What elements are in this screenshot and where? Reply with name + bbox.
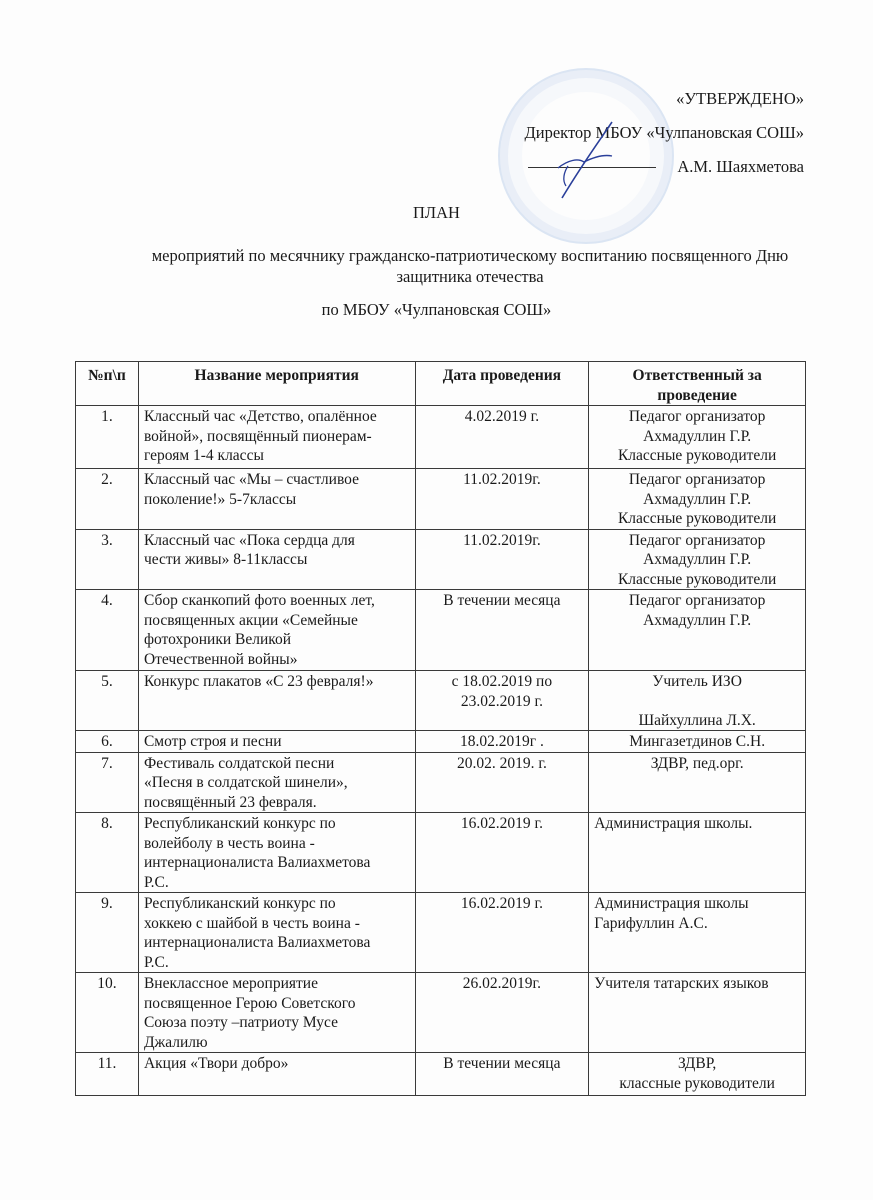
row-name-line: Отечественной войны»: [143, 650, 298, 668]
row-name-line: Классный час «Детство, опалённое: [143, 408, 377, 425]
row-num: 2.: [76, 469, 139, 530]
approval-position: Директор МБОУ «Чулпановская СОШ»: [524, 123, 804, 142]
row-name: [138, 973, 415, 1053]
row-name-line: героям 1-4 классы: [143, 447, 264, 464]
row-responsible-line: Учитель ИЗО: [652, 673, 742, 690]
row-date: 16.02.2019 г.: [415, 893, 589, 973]
row-responsible: [589, 973, 806, 1053]
row-name-line: Республиканский конкурс по: [143, 815, 336, 832]
row-responsible: [589, 529, 806, 590]
table-row: [76, 893, 806, 973]
row-date: 16.02.2019 г.: [415, 813, 589, 893]
row-name: [138, 590, 415, 671]
row-responsible: [589, 406, 806, 469]
approval-signatory: А.М. Шаяхметова: [677, 157, 804, 176]
row-responsible-line: ЗДВР, пед.орг.: [650, 754, 744, 772]
document-subtitle: [80, 245, 860, 287]
header-date: Дата проведения: [415, 362, 589, 406]
row-responsible-line: Педагог организатор: [628, 408, 766, 425]
table-row: [76, 406, 806, 469]
row-name-line: интернационалиста Валиахметова: [143, 934, 371, 951]
document-organization: по МБОУ «Чулпановская СОШ»: [321, 300, 552, 319]
row-responsible-line: Классные руководители: [617, 570, 777, 588]
row-name-line: Республиканский конкурс по: [143, 895, 336, 912]
row-date: 4.02.2019 г.: [415, 406, 589, 469]
signature-icon: [540, 120, 630, 200]
row-responsible-line: Ахмадуллин Г.Р.: [643, 490, 752, 508]
row-num: 8.: [76, 813, 139, 893]
row-responsible: [589, 590, 806, 671]
row-name-line: войной», посвящённый пионерам-: [143, 427, 372, 445]
row-date-line: 23.02.2019 г.: [460, 692, 543, 710]
row-responsible-line: Учителя татарских языков: [594, 975, 769, 992]
row-num: 3.: [76, 529, 139, 590]
table-row: [76, 973, 806, 1053]
header-num: №п\п: [76, 362, 139, 406]
row-name: [138, 671, 415, 731]
table-row: [76, 590, 806, 671]
table-row: [76, 731, 806, 753]
row-responsible: [589, 893, 806, 973]
row-name-line: чести живы» 8-11классы: [143, 551, 308, 568]
table-row: [76, 1053, 806, 1096]
row-name: [138, 1053, 415, 1096]
row-date: 11.02.2019г.: [415, 469, 589, 530]
row-name: [138, 406, 415, 469]
row-num: 4.: [76, 590, 139, 671]
row-name-line: Внеклассное мероприятие: [143, 975, 318, 992]
row-name: [138, 813, 415, 893]
row-name-line: поколение!» 5-7классы: [143, 490, 297, 508]
row-num: 1.: [76, 406, 139, 469]
row-name-line: Классный час «Мы – счастливое: [143, 471, 359, 488]
row-name-line: Смотр строя и песни: [143, 733, 282, 750]
row-responsible-line: Ахмадуллин Г.Р.: [643, 551, 752, 568]
row-name-line: Акция «Твори добро»: [143, 1055, 289, 1072]
row-responsible: [589, 1053, 806, 1096]
table-row: [76, 469, 806, 530]
row-name: [138, 752, 415, 813]
row-responsible: [589, 671, 806, 731]
row-responsible-line: Классные руководители: [617, 447, 777, 464]
row-num: 6.: [76, 731, 139, 753]
approval-status: «УТВЕРЖДЕНО»: [676, 89, 804, 108]
row-date: В течении месяца: [415, 590, 589, 671]
row-responsible-gap: [594, 692, 800, 711]
row-name-line: Р.С.: [143, 873, 169, 891]
row-name-line: Джалилю: [143, 1033, 208, 1051]
row-name-line: Р.С.: [143, 953, 169, 971]
subtitle-line-2: защитника отечества: [396, 267, 544, 286]
row-name-line: Фестиваль солдатской песни: [143, 754, 335, 772]
table-header-row: [76, 362, 806, 406]
header-name: Название мероприятия: [138, 362, 415, 406]
row-responsible-line: Гарифуллин А.С.: [594, 914, 708, 932]
row-name-line: Союза поэту –патриоту Мусе: [143, 1014, 338, 1031]
row-responsible-line: Ахмадуллин Г.Р.: [643, 427, 752, 445]
table-row: [76, 529, 806, 590]
row-responsible: [589, 752, 806, 813]
row-num: 7.: [76, 752, 139, 813]
row-name-line: Сбор сканкопий фото военных лет,: [143, 592, 375, 609]
document-title: ПЛАН: [413, 203, 460, 222]
row-name-line: посвященное Герою Советского: [143, 994, 356, 1012]
row-name: [138, 529, 415, 590]
row-responsible-line: Классные руководители: [617, 510, 777, 527]
row-responsible: [589, 469, 806, 530]
table-row: [76, 752, 806, 813]
row-responsible-line: классные руководители: [619, 1074, 775, 1092]
row-num: 10.: [76, 973, 139, 1053]
table-row: [76, 813, 806, 893]
row-num: 9.: [76, 893, 139, 973]
row-name-line: посвящённый 23 февраля.: [143, 793, 317, 811]
row-responsible-line: Педагог организатор: [628, 471, 766, 488]
row-num: 5.: [76, 671, 139, 731]
row-date: 11.02.2019г.: [415, 529, 589, 590]
row-name-line: «Песня в солдатской шинели»,: [143, 774, 348, 791]
row-date: [415, 671, 589, 731]
row-name-line: хоккею с шайбой в честь воина -: [143, 914, 360, 932]
table-row: [76, 671, 806, 731]
row-name-line: Классный час «Пока сердца для: [143, 531, 355, 549]
row-responsible: [589, 813, 806, 893]
row-num: 11.: [76, 1053, 139, 1096]
row-responsible-line: Педагог организатор: [628, 531, 766, 549]
row-responsible-line: Мингазетдинов С.Н.: [629, 733, 766, 750]
row-name: [138, 469, 415, 530]
row-responsible-line: Администрация школы: [594, 895, 749, 912]
row-date: В течении месяца: [415, 1053, 589, 1096]
subtitle-line-1: мероприятий по месячнику гражданско-патриотическому воспитанию посвященного Дню: [151, 246, 789, 265]
row-date: 20.02. 2019. г.: [415, 752, 589, 813]
row-name-line: Конкурс плакатов «С 23 февраля!»: [143, 673, 374, 690]
row-name: [138, 893, 415, 973]
events-table: [75, 361, 806, 1096]
row-name-line: волейболу в честь воина -: [143, 834, 315, 852]
row-date-line: с 18.02.2019 по: [451, 673, 553, 690]
row-name-line: фотохроники Великой: [143, 631, 292, 648]
row-responsible-line: Администрация школы.: [594, 815, 753, 832]
row-responsible-line: Педагог организатор: [628, 592, 766, 609]
row-name: [138, 731, 415, 753]
row-responsible: [589, 731, 806, 753]
row-responsible-line: Ахмадуллин Г.Р.: [643, 611, 752, 629]
row-responsible-line: Шайхуллина Л.Х.: [638, 711, 756, 729]
header-responsible: Ответственный за проведение: [589, 362, 806, 406]
row-name-line: посвященных акции «Семейные: [143, 611, 358, 629]
row-date: 18.02.2019г .: [415, 731, 589, 753]
row-date: 26.02.2019г.: [415, 973, 589, 1053]
row-responsible-line: ЗДВР,: [677, 1055, 717, 1072]
row-name-line: интернационалиста Валиахметова: [143, 854, 371, 871]
